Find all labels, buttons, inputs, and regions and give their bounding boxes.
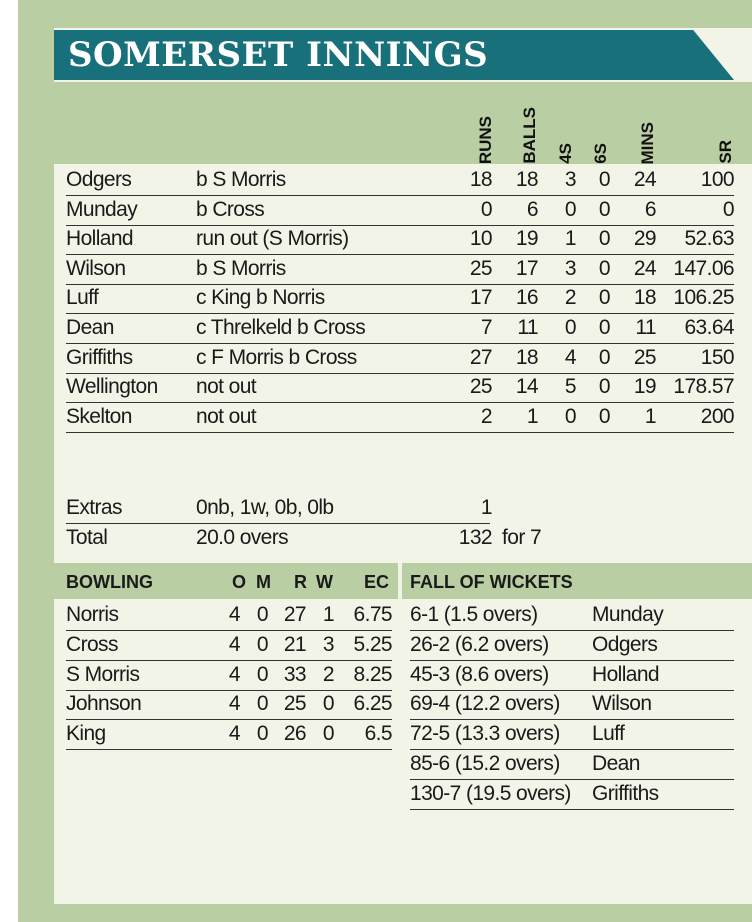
batter-sixes: 0: [598, 375, 610, 399]
batting-row: [66, 373, 734, 403]
fow-score: 130-7 (19.5 overs): [410, 781, 571, 805]
batter-runs: 18: [469, 168, 492, 191]
bowler-name: Norris: [66, 603, 119, 626]
fow-batter: Wilson: [592, 692, 652, 716]
batter-runs: 10: [469, 227, 492, 251]
fow-batter: Dean: [592, 752, 640, 775]
batter-mins: 1: [644, 404, 656, 428]
bowler-runs: 33: [283, 662, 306, 686]
bowler-name: Cross: [66, 632, 118, 656]
fow-title: FALL OF WICKETS: [410, 572, 573, 592]
bowling-col-r: R: [294, 572, 307, 592]
col-header-balls: BALLS: [520, 107, 539, 164]
fow-batter: Munday: [592, 603, 664, 626]
total-detail: 20.0 overs: [196, 526, 289, 549]
fow-row: [410, 750, 734, 780]
bowler-economy: 6.75: [353, 603, 392, 626]
batter-runs: 2: [480, 404, 492, 428]
bowler-runs: 27: [283, 603, 306, 626]
col-header-runs: RUNS: [476, 115, 495, 164]
batter-dismissal: not out: [196, 375, 257, 399]
extras-detail: 0nb, 1w, 0b, 0lb: [196, 496, 334, 519]
fow-row: [410, 661, 734, 691]
fow-row: [410, 780, 734, 810]
bowler-maidens: 0: [256, 722, 268, 746]
bowler-wickets: 3: [322, 632, 334, 656]
batter-balls: 18: [515, 168, 538, 191]
col-header-mins: MINS: [638, 121, 657, 164]
col-header-sr: SR: [716, 140, 735, 164]
batter-fours: 0: [564, 197, 576, 221]
batter-mins: 24: [633, 256, 656, 280]
fow-score: 45-3 (8.6 overs): [410, 662, 549, 686]
bowler-name: S Morris: [66, 662, 140, 686]
batter-runs: 25: [469, 375, 492, 399]
batter-fours: 4: [564, 345, 576, 369]
batter-balls: 1: [526, 404, 538, 428]
fow-score: 85-6 (15.2 overs): [410, 752, 560, 775]
batting-row: [66, 403, 734, 433]
batter-fours: 5: [564, 375, 576, 399]
batter-balls: 19: [515, 227, 538, 251]
fow-header: [402, 563, 752, 599]
batter-mins: 24: [633, 168, 656, 191]
total-wickets: for 7: [502, 526, 542, 549]
fow-row: [410, 720, 734, 750]
bowler-maidens: 0: [256, 662, 268, 686]
batter-fours: 0: [564, 316, 576, 339]
batter-mins: 25: [633, 345, 656, 369]
batter-sixes: 0: [598, 404, 610, 428]
batter-balls: 6: [526, 197, 538, 221]
batting-row: [66, 196, 734, 226]
bowler-overs: 4: [228, 632, 240, 656]
batter-mins: 6: [644, 197, 656, 221]
fow-row: [410, 601, 734, 631]
bowler-name: King: [66, 722, 106, 746]
fow-score: 72-5 (13.3 overs): [410, 722, 560, 746]
bowler-economy: 8.25: [353, 662, 392, 686]
batter-runs: 0: [480, 197, 492, 221]
bowler-wickets: 2: [322, 662, 334, 686]
bowler-wickets: 0: [322, 722, 334, 746]
batter-sr: 150: [700, 345, 734, 369]
batter-runs: 27: [469, 345, 492, 369]
batter-sixes: 0: [598, 286, 610, 310]
batter-mins: 29: [633, 227, 656, 251]
bowling-col-m: M: [256, 572, 271, 592]
bowler-maidens: 0: [256, 632, 268, 656]
batter-balls: 14: [515, 375, 538, 399]
batter-sr: 100: [700, 168, 734, 191]
bowler-overs: 4: [228, 692, 240, 716]
batter-fours: 1: [564, 227, 576, 251]
batter-name: Holland: [66, 227, 134, 251]
total-label: Total: [66, 526, 108, 549]
fow-batter: Odgers: [592, 632, 658, 656]
batter-dismissal: c F Morris b Cross: [196, 345, 357, 369]
batter-dismissal: b S Morris: [196, 168, 286, 191]
batter-sr: 0: [722, 197, 734, 221]
batting-row: [66, 284, 734, 314]
bowler-name: Johnson: [66, 692, 142, 716]
bowler-maidens: 0: [256, 603, 268, 626]
batter-sr: 178.57: [673, 375, 734, 399]
batter-dismissal: run out (S Morris): [196, 227, 349, 251]
bowler-wickets: 1: [322, 603, 334, 626]
batter-name: Munday: [66, 197, 138, 221]
batter-name: Wellington: [66, 375, 158, 399]
extras-divider: [66, 523, 490, 524]
bowling-row: [66, 631, 392, 661]
bowling-row: [66, 601, 392, 631]
batter-sixes: 0: [598, 256, 610, 280]
batter-sixes: 0: [598, 316, 610, 339]
batter-runs: 25: [469, 256, 492, 280]
bowling-header: [54, 563, 398, 599]
batter-dismissal: not out: [196, 404, 257, 428]
batter-sr: 52.63: [684, 227, 734, 251]
fow-batter: Holland: [592, 662, 660, 686]
batting-row: [66, 314, 734, 344]
fow-batter: Griffiths: [592, 781, 659, 805]
batter-sixes: 0: [598, 168, 610, 191]
batter-dismissal: b S Morris: [196, 256, 286, 280]
bowler-wickets: 0: [322, 692, 334, 716]
batter-mins: 19: [633, 375, 656, 399]
batter-name: Dean: [66, 316, 114, 339]
batter-name: Skelton: [66, 404, 132, 428]
batter-runs: 7: [480, 316, 492, 339]
bowler-economy: 5.25: [353, 632, 392, 656]
batter-balls: 16: [515, 286, 538, 310]
bowling-col-w: W: [316, 572, 333, 592]
col-header-sixes: 6S: [591, 143, 610, 164]
extras-value: 1: [480, 496, 492, 519]
batter-sr: 147.06: [673, 256, 734, 280]
batter-sixes: 0: [598, 345, 610, 369]
batter-name: Wilson: [66, 256, 126, 280]
batter-dismissal: c King b Norris: [196, 286, 325, 310]
fow-score: 26-2 (6.2 overs): [410, 632, 549, 656]
batter-balls: 17: [515, 256, 538, 280]
batter-sixes: 0: [598, 197, 610, 221]
batter-name: Luff: [66, 286, 99, 310]
batter-name: Odgers: [66, 168, 132, 191]
batter-sixes: 0: [598, 227, 610, 251]
batter-balls: 11: [517, 316, 538, 339]
bowler-overs: 4: [228, 722, 240, 746]
bowler-overs: 4: [228, 662, 240, 686]
bowling-row: [66, 720, 392, 750]
batter-sr: 200: [700, 404, 734, 428]
extras-label: Extras: [66, 496, 122, 519]
fow-score: 69-4 (12.2 overs): [410, 692, 560, 716]
batting-header-band: [54, 82, 752, 164]
bowler-overs: 4: [228, 603, 240, 626]
batter-mins: 18: [633, 286, 656, 310]
batter-mins: 11: [635, 316, 656, 339]
bowler-maidens: 0: [256, 692, 268, 716]
bowler-economy: 6.5: [364, 722, 392, 746]
batting-row: [66, 344, 734, 374]
batting-row: [66, 255, 734, 285]
batter-dismissal: b Cross: [196, 197, 265, 221]
batter-fours: 3: [564, 168, 576, 191]
batter-balls: 18: [515, 345, 538, 369]
batter-runs: 17: [469, 286, 492, 310]
batter-name: Griffiths: [66, 345, 133, 369]
bowling-row: [66, 690, 392, 720]
fow-batter: Luff: [592, 722, 625, 746]
batter-fours: 0: [564, 404, 576, 428]
bowler-runs: 26: [283, 722, 306, 746]
bowling-col-ec: EC: [364, 572, 390, 592]
bowling-title: BOWLING: [66, 572, 153, 592]
fow-score: 6-1 (1.5 overs): [410, 603, 538, 626]
batter-sr: 106.25: [673, 286, 734, 310]
total-value: 132: [458, 526, 492, 549]
batter-sr: 63.64: [684, 316, 734, 339]
batter-dismissal: c Threlkeld b Cross: [196, 316, 366, 339]
fow-row: [410, 631, 734, 661]
batter-fours: 2: [564, 286, 576, 310]
batter-fours: 3: [564, 256, 576, 280]
bowling-row: [66, 661, 392, 691]
batting-row: [66, 225, 734, 255]
batting-row: [66, 166, 734, 196]
bowling-col-o: O: [232, 572, 247, 592]
col-header-fours: 4S: [556, 143, 575, 164]
bowler-economy: 6.25: [353, 692, 392, 716]
bowler-runs: 25: [283, 692, 306, 716]
bowler-runs: 21: [283, 632, 306, 656]
fow-row: [410, 690, 734, 720]
page-title: SOMERSET INNINGS: [68, 35, 489, 75]
